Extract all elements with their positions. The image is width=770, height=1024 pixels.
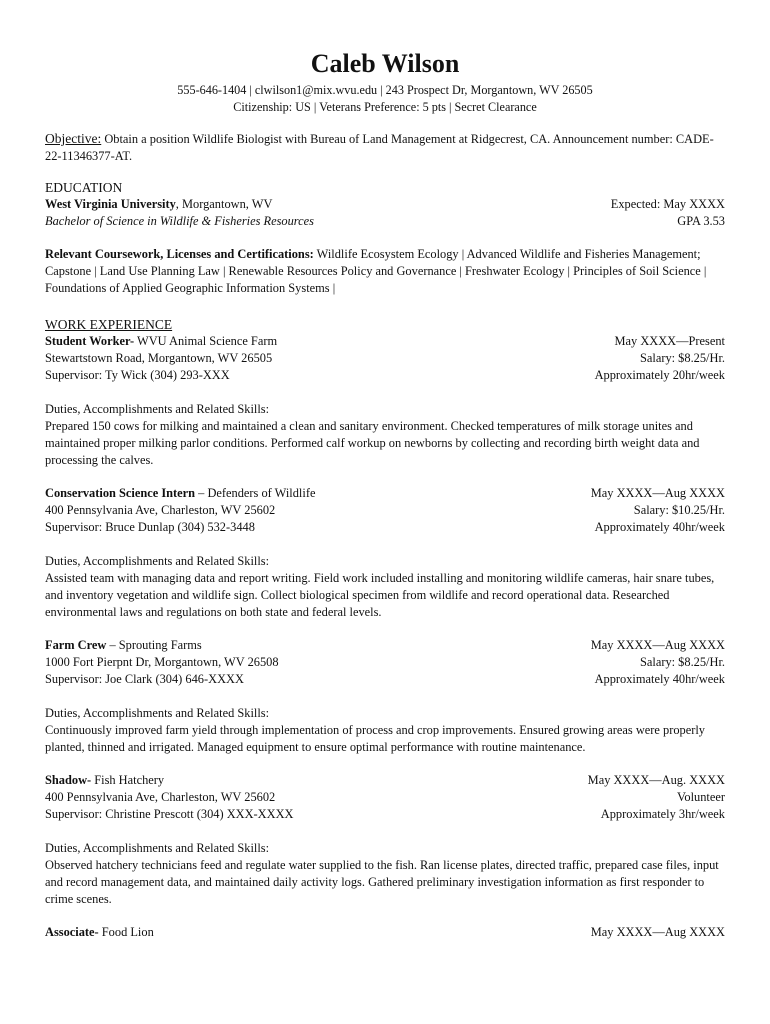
job-duties: Prepared 150 cows for milking and maintained a clean and sanitary environment. Checked temperatures of milk storage unites and maintained proper milking parlor conditions. Performed calf workup on newborns by collecting and recording birth weight data and processing the calves. (45, 419, 700, 467)
education-row-2 (45, 213, 725, 230)
job-duties: Observed hatchery technicians feed and regulate water supplied to the fish. Ran license plates, directed traffic, prepared case files, input and record management data, and maintained daily activity logs. Gathered preliminary investigation information as first responder to crime scenes. (45, 858, 719, 906)
job-employer: – Defenders of Wildlife (195, 486, 316, 500)
job-entry (45, 772, 725, 908)
gpa: GPA 3.53 (677, 214, 725, 228)
objective-text: Obtain a position Wildlife Biologist with Bureau of Land Management at Ridgecrest, CA. Announcement number: CADE-22-11346377-AT. (45, 132, 714, 163)
work-heading: WORK EXPERIENCE (45, 317, 173, 332)
job-supervisor: Supervisor: Christine Prescott (304) XXX-XXXX (45, 807, 294, 821)
job-address: Stewartstown Road, Morgantown, WV 26505 (45, 351, 273, 365)
job-dates: May XXXX—Aug XXXX (590, 486, 725, 500)
job-salary: Salary: $8.25/Hr. (639, 655, 725, 669)
job-dates: May XXXX—Aug XXXX (590, 925, 725, 939)
job-hours: Approximately 40hr/week (594, 520, 725, 534)
job-employer: Food Lion (98, 925, 154, 939)
duties-label: Duties, Accomplishments and Related Skills: (45, 402, 270, 416)
job-title: Shadow- (45, 773, 92, 787)
school-name: West Virginia University (45, 197, 176, 211)
education-heading: EDUCATION (45, 180, 123, 195)
job-dates: May XXXX—Present (614, 334, 725, 348)
coursework-text: Wildlife Ecosystem Ecology | Advanced Wildlife and Fisheries Management; Capstone | Land Use Planning Law | Renewable Resources Policy and Governance | Freshwater Ecology | Principles of Soil Science | Foundations of Applied Geographic Information Systems | (45, 247, 707, 295)
job-title: Associate- (45, 925, 99, 939)
degree: Bachelor of Science in Wildlife & Fisheries Resources (45, 214, 314, 228)
job-entry (45, 333, 725, 469)
objective-label: Objective: (45, 131, 102, 146)
job-entry (45, 637, 725, 756)
job-dates: May XXXX—Aug. XXXX (587, 773, 725, 787)
job-employer: WVU Animal Science Farm (134, 334, 278, 348)
expected-date: Expected: May XXXX (610, 197, 725, 211)
candidate-name: Caleb Wilson (310, 49, 460, 78)
job-address: 1000 Fort Pierpnt Dr, Morgantown, WV 26508 (45, 655, 279, 669)
school-location: , Morgantown, WV (175, 197, 273, 211)
job-employer: Fish Hatchery (91, 773, 165, 787)
job-salary: Salary: $10.25/Hr. (633, 503, 725, 517)
job-entry (45, 924, 725, 941)
job-hours: Approximately 20hr/week (594, 368, 725, 382)
coursework (45, 246, 725, 297)
job-hours: Approximately 3hr/week (600, 807, 725, 821)
duties-label: Duties, Accomplishments and Related Skills: (45, 706, 270, 720)
job-address: 400 Pennsylvania Ave, Charleston, WV 25602 (45, 503, 276, 517)
job-title: Farm Crew (45, 638, 107, 652)
job-duties: Continuously improved farm yield through implementation of process and crop improvements. Ensured growing areas were properly planted, thinned and irrigated. Managed equipment to ensure optimal performance with routine maintenance. (45, 723, 705, 754)
job-supervisor: Supervisor: Bruce Dunlap (304) 532-3448 (45, 520, 255, 534)
job-address: 400 Pennsylvania Ave, Charleston, WV 25602 (45, 790, 276, 804)
job-title: Student Worker- (45, 334, 135, 348)
job-supervisor: Supervisor: Joe Clark (304) 646-XXXX (45, 672, 244, 686)
job-salary: Salary: $8.25/Hr. (639, 351, 725, 365)
job-employer: – Sprouting Farms (106, 638, 202, 652)
duties-label: Duties, Accomplishments and Related Skills: (45, 841, 270, 855)
duties-label: Duties, Accomplishments and Related Skills: (45, 554, 270, 568)
job-salary: Volunteer (677, 790, 725, 804)
job-entry (45, 485, 725, 621)
citizenship-line: Citizenship: US | Veterans Preference: 5 pts | Secret Clearance (233, 100, 537, 114)
objective-section (45, 130, 725, 165)
resume-page (45, 48, 725, 941)
contact-line: 555-646-1404 | clwilson1@mix.wvu.edu | 243 Prospect Dr, Morgantown, WV 26505 (177, 83, 593, 97)
coursework-label: Relevant Coursework, Licenses and Certifications: (45, 247, 314, 261)
education-row-1 (45, 196, 725, 213)
job-hours: Approximately 40hr/week (594, 672, 725, 686)
job-title: Conservation Science Intern (45, 486, 196, 500)
job-supervisor: Supervisor: Ty Wick (304) 293-XXX (45, 368, 230, 382)
job-dates: May XXXX—Aug XXXX (590, 638, 725, 652)
job-duties: Assisted team with managing data and report writing. Field work included installing and monitoring wildlife cameras, hair snare tubes, and inventory vegetation and wildlife sign. Collect biological specimen from wildlife and record operational data. Researched environmental laws and regulations on both state and federal levels. (45, 571, 715, 619)
